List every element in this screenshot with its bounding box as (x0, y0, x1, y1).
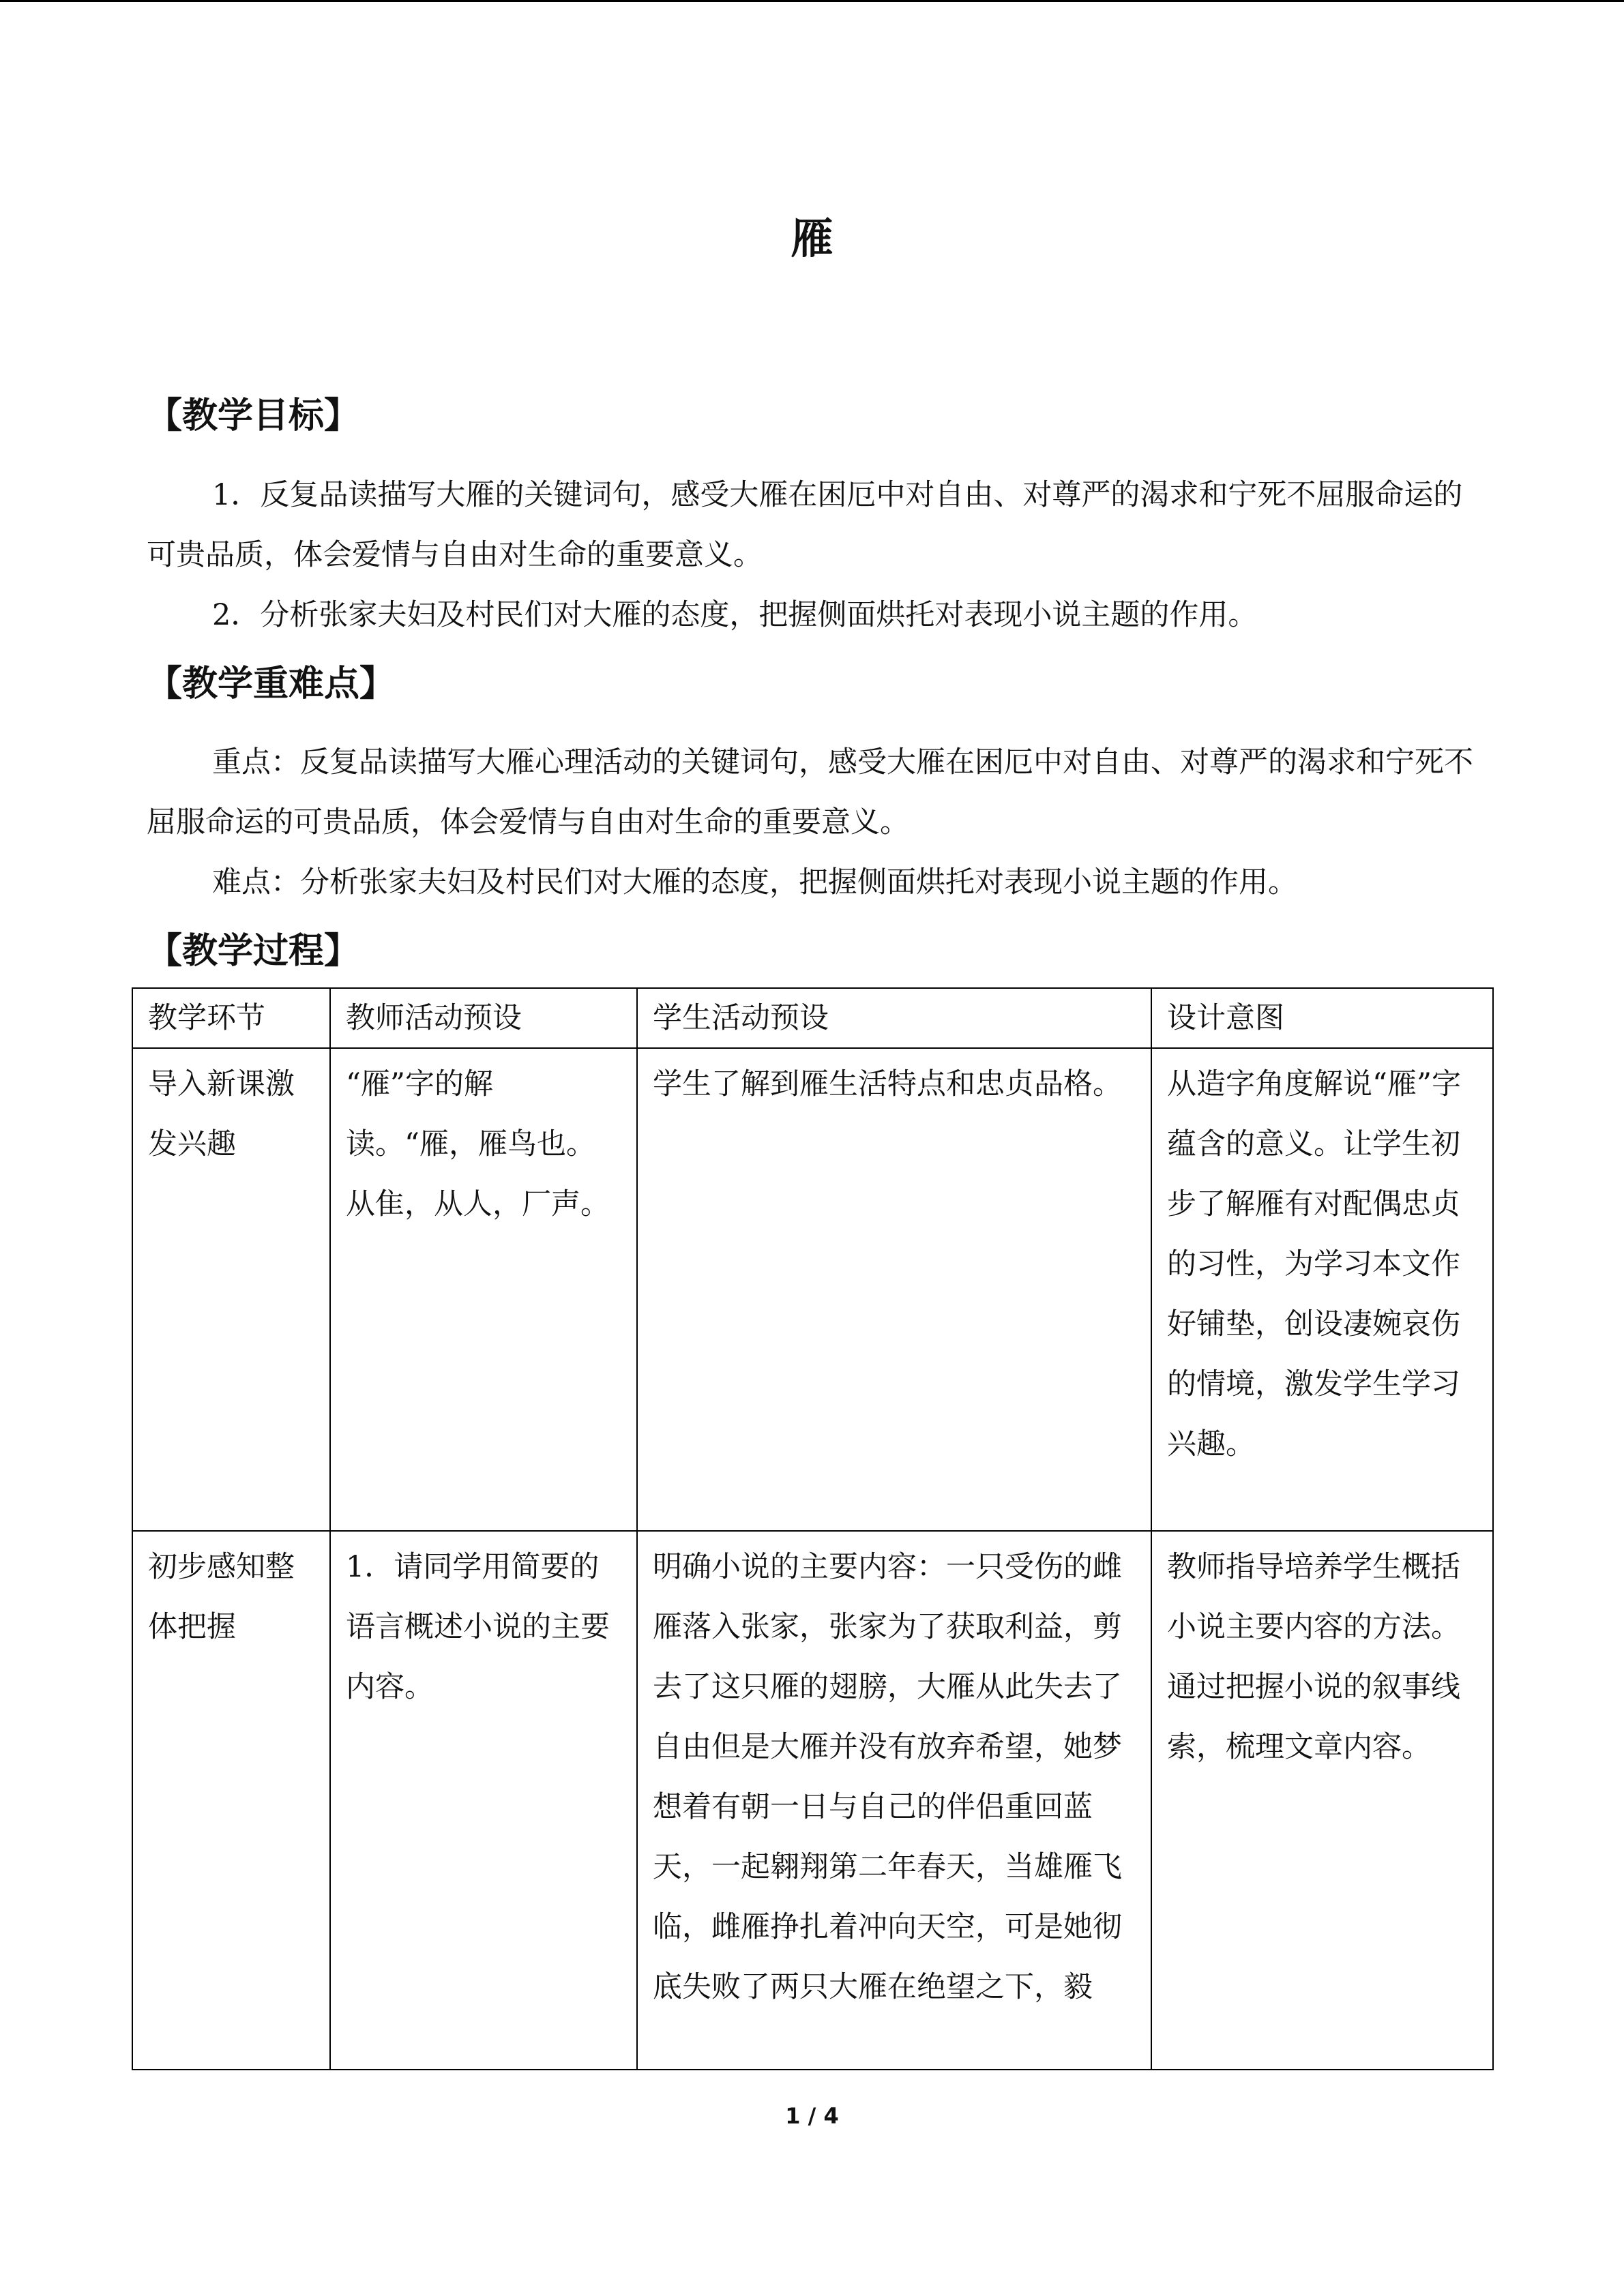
row2-intent (1151, 1531, 1493, 2070)
row2-stage (132, 1531, 330, 2070)
row1-stage (132, 1048, 330, 1531)
page-number: 1 / 4 (785, 2103, 839, 2129)
table-row (132, 1048, 1493, 1531)
table-row (132, 1531, 1493, 2070)
objective-item-1: 1．反复品读描写大雁的关键词句，感受大雁在困厄中对自由、对尊严的渴求和宁死不屈服命运的可贵品质，体会爱情与自由对生命的重要意义。 (147, 478, 1463, 572)
row2-teacher-text: 1．请同学用简要的语言概述小说的主要内容。 (346, 1550, 610, 1704)
document-title: 雁 (791, 213, 833, 263)
teaching-process-table (132, 987, 1494, 2070)
process-heading: 【教学过程】 (147, 931, 360, 972)
header-teacher-activity: 教师活动预设 (330, 988, 637, 1048)
row1-student-text: 学生了解到雁生活特点和忠贞品格。 (653, 1067, 1122, 1101)
row2-stage-text: 初步感知整体把握 (148, 1550, 295, 1644)
top-border-line (0, 0, 1624, 2)
key-point-difficulty: 难点：分析张家夫妇及村民们对大雁的态度，把握侧面烘托对表现小说主题的作用。 (212, 865, 1297, 899)
row1-teacher-text: “雁”字的解读。“雁，雁鸟也。从隹，从人，厂声。 (346, 1067, 610, 1221)
row1-student (637, 1048, 1151, 1531)
row1-teacher (330, 1048, 637, 1531)
header-design-intent: 设计意图 (1151, 988, 1493, 1048)
row1-stage-text: 导入新课激发兴趣 (148, 1067, 295, 1161)
objectives-heading: 【教学目标】 (147, 396, 360, 436)
row2-intent-text: 教师指导培养学生概括小说主要内容的方法。通过把握小说的叙事线索，梳理文章内容。 (1167, 1550, 1460, 1764)
row1-intent-text: 从造字角度解说“雁”字蕴含的意义。让学生初步了解雁有对配偶忠贞的习性，为学习本文作好铺垫，创设凄婉哀伤的情境，激发学生学习兴趣。 (1167, 1067, 1461, 1461)
row2-student-text: 明确小说的主要内容：一只受伤的雌雁落入张家，张家为了获取利益，剪去了这只雁的翅膀，大雁从此失去了自由但是大雁并没有放弃希望，她梦想着有朝一日与自己的伴侣重回蓝天，一起翱翔第二年春天，当雄雁飞临，雌雁挣扎着冲向天空，可是她彻底失败了两只大雁在绝望之下，毅 (653, 1550, 1122, 2004)
key-point-focus: 重点：反复品读描写大雁心理活动的关键词句，感受大雁在困厄中对自由、对尊严的渴求和宁死不屈服命运的可贵品质，体会爱情与自由对生命的重要意义。 (147, 745, 1473, 839)
row2-teacher (330, 1531, 637, 2070)
header-stage: 教学环节 (132, 988, 330, 1048)
row1-intent (1151, 1048, 1493, 1531)
header-student-activity: 学生活动预设 (637, 988, 1151, 1048)
table-header-row (132, 988, 1493, 1048)
row2-student (637, 1531, 1151, 2070)
key-points-heading: 【教学重难点】 (147, 664, 396, 704)
objective-item-2: 2．分析张家夫妇及村民们对大雁的态度，把握侧面烘托对表现小说主题的作用。 (212, 598, 1258, 632)
